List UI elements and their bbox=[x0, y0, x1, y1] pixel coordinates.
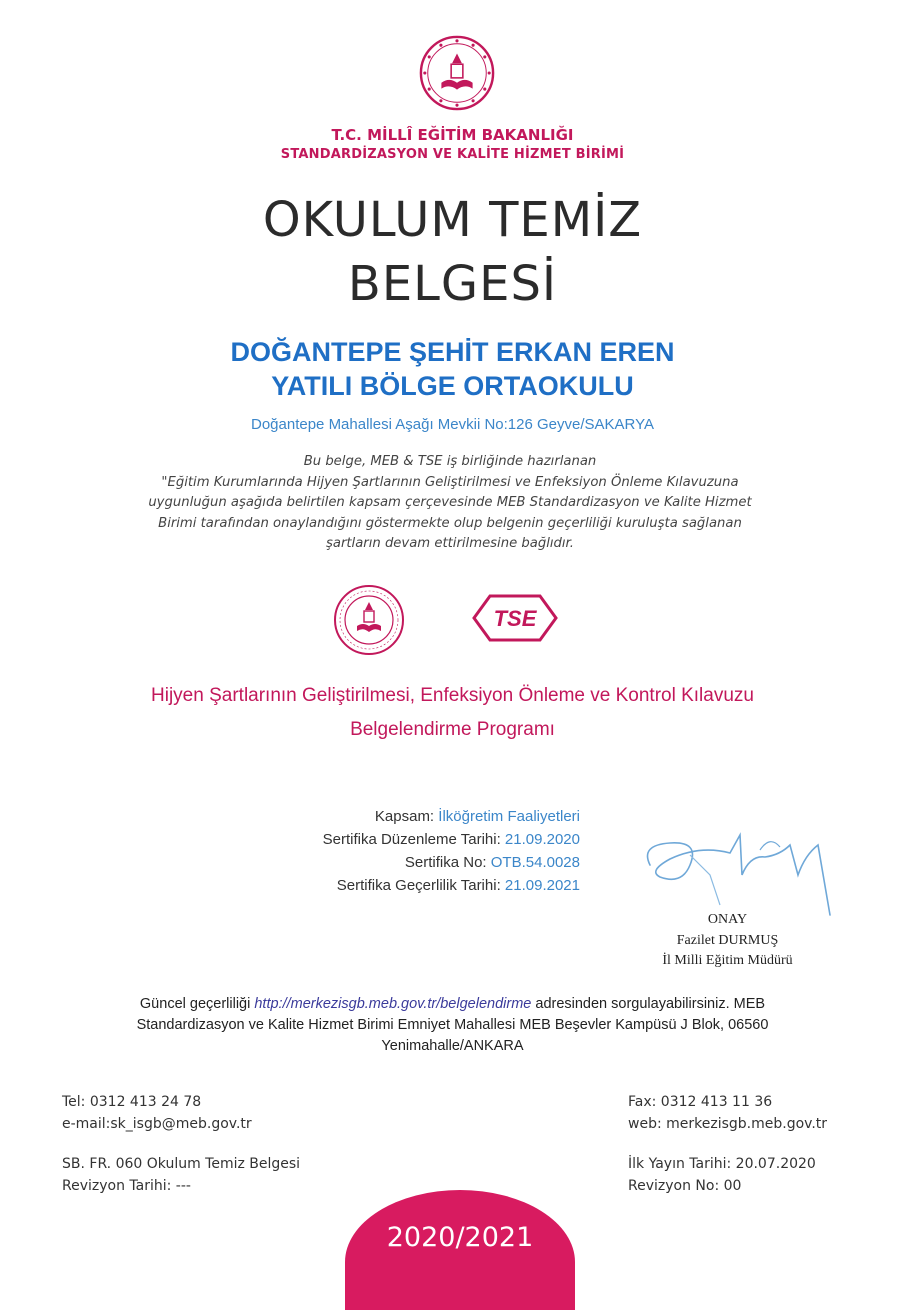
validity-note-line1 bbox=[60, 994, 845, 1015]
website: web: merkezisgb.meb.gov.tr bbox=[628, 1116, 828, 1132]
issue-date-row bbox=[100, 828, 580, 851]
validity-date-row bbox=[100, 874, 580, 897]
certificate-statement bbox=[100, 452, 800, 555]
certificate-number-label: Sertifika No: bbox=[404, 854, 487, 871]
revision-number: Revizyon No: 00 bbox=[628, 1178, 742, 1194]
signature-icon bbox=[630, 815, 840, 920]
contact-left bbox=[62, 1091, 252, 1135]
telephone: Tel: 0312 413 24 78 bbox=[62, 1094, 202, 1110]
approval-label: ONAY bbox=[707, 912, 748, 927]
validity-note-line2: Standardizasyon ve Kalite Hizmet Birimi Emniyet Mahallesi MEB Beşevler Kampüsü J Blok, 06560 bbox=[136, 1017, 769, 1033]
form-info-right bbox=[628, 1153, 816, 1197]
contact-right bbox=[628, 1091, 827, 1135]
school-name-line2: YATILI BÖLGE ORTAOKULU bbox=[271, 371, 634, 401]
statement-line: Birimi tarafından onaylandığını göstermekte olup belgenin geçerliliği kuruluşta sağlanan bbox=[158, 515, 742, 531]
form-info-left bbox=[62, 1153, 300, 1197]
scope-label: Kapsam: bbox=[374, 808, 435, 825]
certificate-details bbox=[100, 805, 580, 897]
program-title-line2: Belgelendirme Programı bbox=[350, 719, 555, 740]
school-address: Doğantepe Mahallesi Aşağı Mevkii No:126 Geyve/SAKARYA bbox=[251, 416, 654, 433]
issue-date-value: 21.09.2020 bbox=[504, 831, 580, 848]
academic-year: 2020/2021 bbox=[386, 1222, 534, 1253]
revision-date: Revizyon Tarihi: --- bbox=[62, 1178, 191, 1194]
statement-line: şartların devam ettirilmesine bağlıdır. bbox=[326, 536, 574, 551]
issue-date-label: Sertifika Düzenleme Tarihi: bbox=[322, 831, 501, 848]
validity-prefix: Güncel geçerliliği bbox=[139, 996, 251, 1012]
scope-value: İlköğretim Faaliyetleri bbox=[438, 808, 580, 825]
fax: Fax: 0312 413 11 36 bbox=[628, 1094, 773, 1110]
statement-line: "Eğitim Kurumlarında Hijyen Şartlarının Geliştirilmesi ve Enfeksiyon Önleme Kılavuzuna bbox=[161, 474, 739, 490]
certificate-number-row bbox=[100, 851, 580, 874]
validity-note bbox=[60, 994, 845, 1057]
validity-suffix: adresinden sorgulayabilirsiniz. MEB bbox=[535, 996, 766, 1012]
meb-seal-icon bbox=[333, 584, 405, 656]
validity-note-line3: Yenimahalle/ANKARA bbox=[381, 1038, 524, 1054]
approver-name: Fazilet DURMUŞ bbox=[676, 933, 779, 948]
verification-link[interactable]: http://merkezisgb.meb.gov.tr/belgelendirme bbox=[254, 996, 532, 1012]
first-publish-date: İlk Yayın Tarihi: 20.07.2020 bbox=[628, 1156, 816, 1172]
tse-logo-text: TSE bbox=[493, 606, 537, 631]
certificate-title-line2: BELGESİ bbox=[347, 256, 558, 312]
validity-date-value: 21.09.2021 bbox=[504, 877, 580, 894]
scope-row bbox=[100, 805, 580, 828]
validity-date-label: Sertifika Geçerlilik Tarihi: bbox=[336, 877, 501, 894]
ministry-name: T.C. MİLLÎ EĞİTİM BAKANLIĞI bbox=[331, 126, 574, 144]
email: e-mail:sk_isgb@meb.gov.tr bbox=[62, 1116, 252, 1132]
program-title-line1: Hijyen Şartlarının Geliştirilmesi, Enfeksiyon Önleme ve Kontrol Kılavuzu bbox=[151, 685, 754, 706]
form-code: SB. FR. 060 Okulum Temiz Belgesi bbox=[62, 1156, 301, 1172]
certificate-title-line1: OKULUM TEMİZ bbox=[262, 192, 643, 248]
school-name-line1: DOĞANTEPE ŞEHİT ERKAN EREN bbox=[230, 337, 675, 367]
statement-line: uygunluğun aşağıda belirtilen kapsam çerçevesinde MEB Standardizasyon ve Kalite Hizmet bbox=[148, 495, 752, 510]
statement-line: Bu belge, MEB & TSE iş birliğinde hazırlanan bbox=[303, 454, 597, 469]
unit-name: STANDARDİZASYON VE KALİTE HİZMET BİRİMİ bbox=[280, 147, 625, 162]
approver-title: İl Milli Eğitim Müdürü bbox=[662, 953, 793, 968]
meb-emblem-icon bbox=[418, 34, 496, 112]
tse-logo bbox=[470, 592, 560, 644]
certificate-number-value: OTB.54.0028 bbox=[490, 854, 580, 871]
